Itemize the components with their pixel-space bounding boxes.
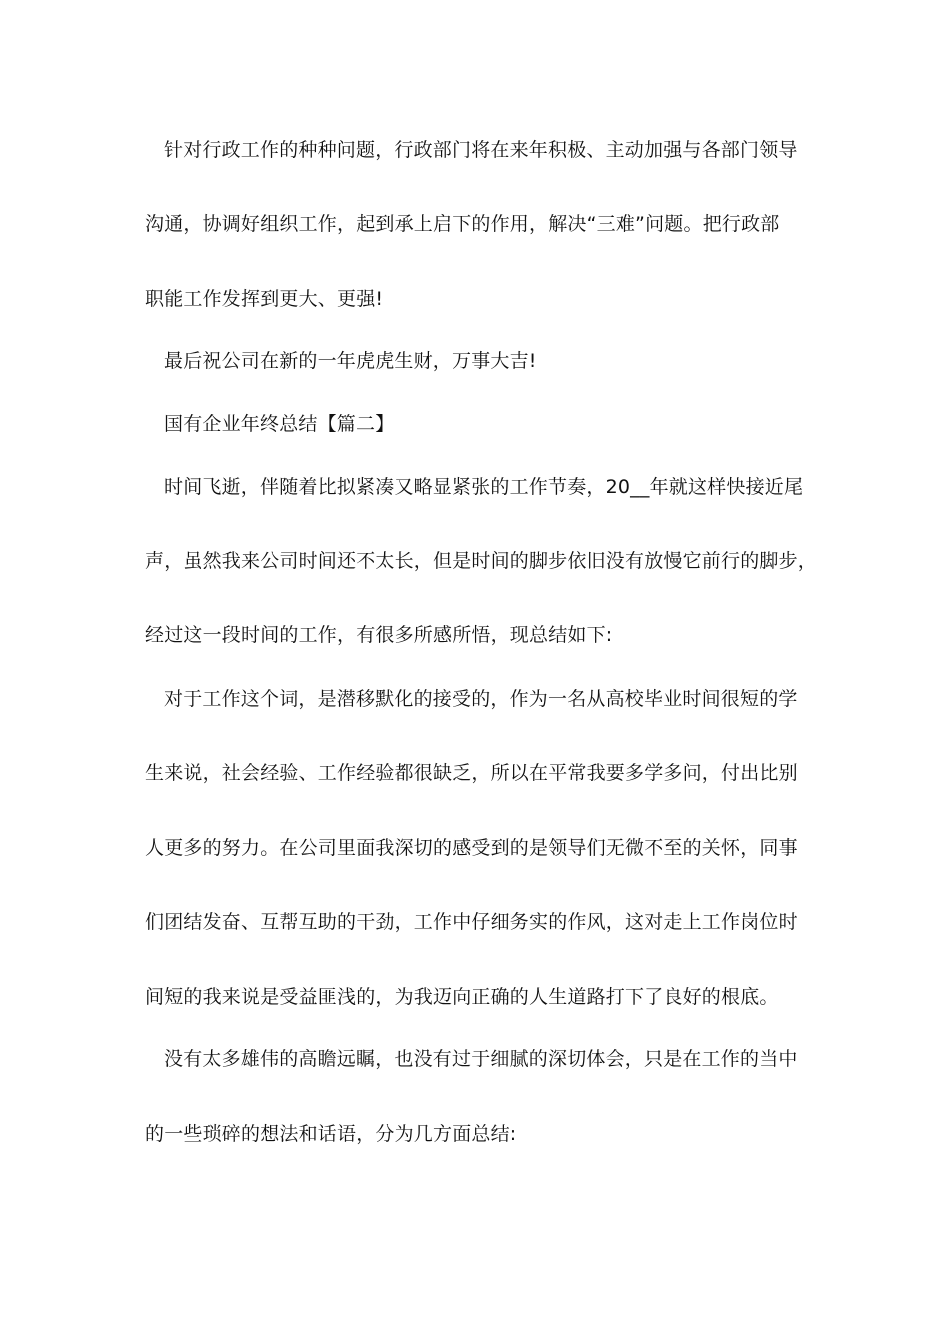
- paragraph-line: 声，虽然我来公司时间还不太长，但是时间的脚步依旧没有放慢它前行的脚步，: [145, 550, 818, 572]
- section-heading: 国有企业年终总结【篇二】: [164, 413, 395, 435]
- paragraph-line: 没有太多雄伟的高瞻远瞩，也没有过于细腻的深切体会，只是在工作的当中: [164, 1048, 798, 1070]
- paragraph-line: 间短的我来说是受益匪浅的，为我迈向正确的人生道路打下了良好的根底。: [145, 986, 779, 1008]
- paragraph-line: 职能工作发挥到更大、更强!: [145, 288, 384, 310]
- paragraph-line: 经过这一段时间的工作，有很多所感所悟，现总结如下:: [145, 624, 613, 646]
- paragraph-line: 时间飞逝，伴随着比拟紧凑又略显紧张的工作节奏，20__年就这样快接近尾: [164, 476, 804, 498]
- paragraph-line: 人更多的努力。在公司里面我深切的感受到的是领导们无微不至的关怀，同事: [145, 837, 798, 859]
- paragraph-line: 的一些琐碎的想法和话语，分为几方面总结:: [145, 1123, 517, 1145]
- paragraph-line: 最后祝公司在新的一年虎虎生财，万事大吉!: [164, 350, 537, 372]
- paragraph-line: 对于工作这个词，是潜移默化的接受的，作为一名从高校毕业时间很短的学: [164, 688, 798, 710]
- paragraph-line: 沟通，协调好组织工作，起到承上启下的作用，解决“三难”问题。把行政部: [145, 213, 780, 235]
- paragraph-line: 针对行政工作的种种问题，行政部门将在来年积极、主动加强与各部门领导: [164, 139, 798, 161]
- paragraph-line: 生来说，社会经验、工作经验都很缺乏，所以在平常我要多学多问，付出比别: [145, 762, 798, 784]
- paragraph-line: 们团结发奋、互帮互助的干劲，工作中仔细务实的作风，这对走上工作岗位时: [145, 911, 798, 933]
